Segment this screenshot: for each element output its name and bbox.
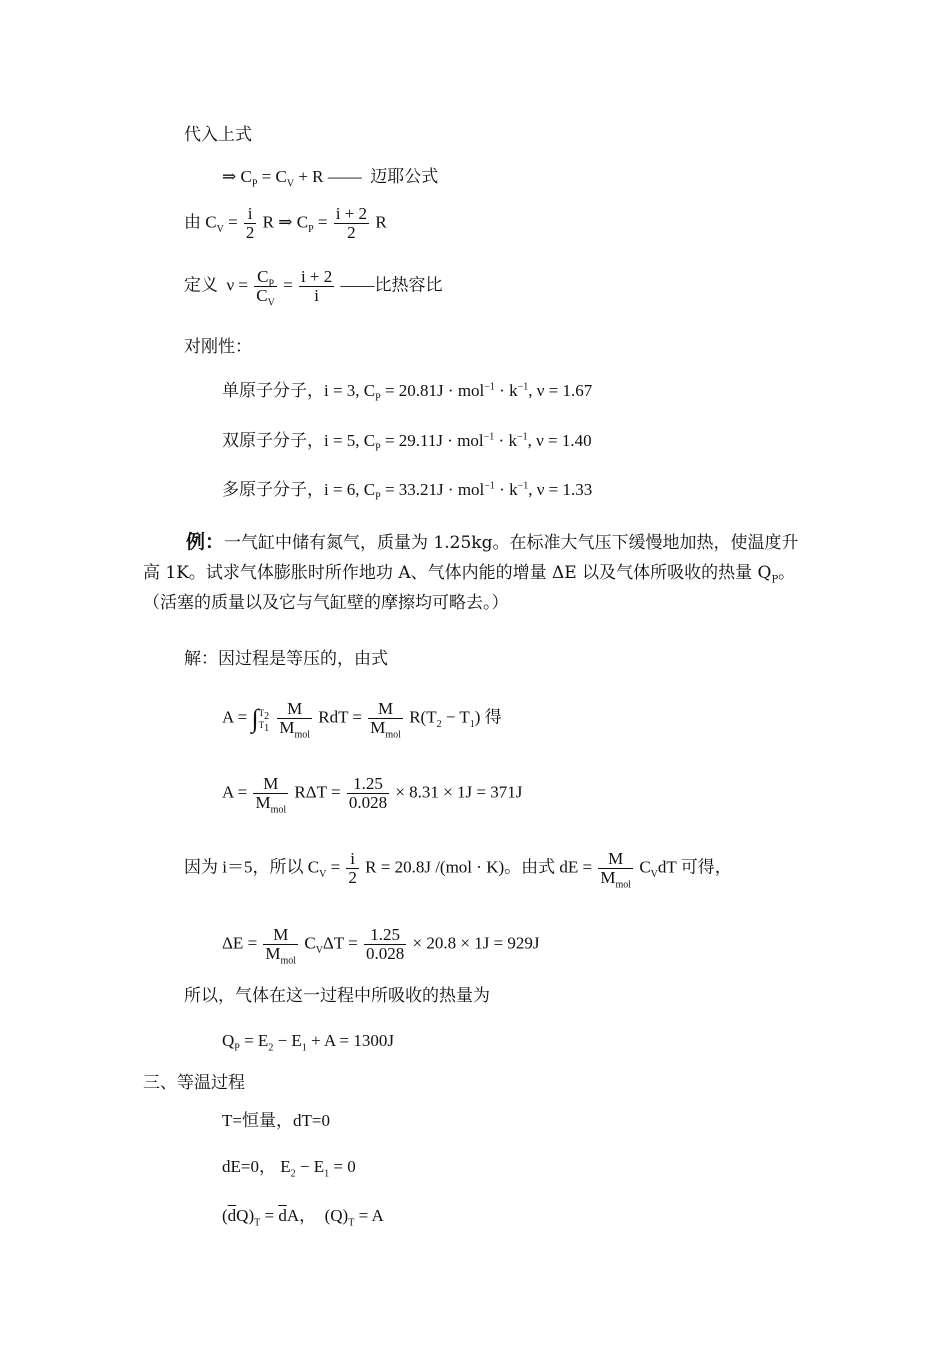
t-const: T=恒量，dT=0 (222, 1111, 330, 1130)
q-final: = A (354, 1206, 384, 1225)
example-text-a: 一气缸中储有氮气，质量为 1.25kg。在标准大气压下缓慢地加热，使温度升高 1K。试求气体膨胀时所作地功 A、气体内能的增量 ΔE 以及气体所吸收的热量 Q (143, 533, 799, 583)
solution-label: 解：因过程是等压的，由式 (184, 649, 388, 669)
de-eq: = 0 (329, 1157, 356, 1176)
intro-text: 代入上式 (184, 125, 252, 145)
mono-eq: i = 3, C (324, 381, 376, 400)
frac-i-over-2-b: $\frac{i}{2}$ (348, 849, 357, 887)
di-eq: i = 5, C (324, 431, 376, 450)
di-nu: , ν = 1.40 (527, 431, 592, 450)
frac-125-over-0028-b: $\frac{1.25}{0.028}$ (366, 925, 405, 963)
example-label: 例： (186, 531, 225, 553)
frac-m-over-mmol-3: $\frac{M}{M_{mol}}$ (255, 774, 287, 816)
rigid-label: 对刚性： (184, 337, 252, 357)
frac-i-plus-2-over-i: $\frac{i + 2}{i}$ (300, 267, 333, 305)
mayer-name: 迈耶公式 (370, 167, 439, 186)
mayer-formula: ⇒ $C_P = C_V + R$ —— 迈耶公式 (222, 167, 439, 190)
mono-label: 单原子分子， (222, 381, 324, 400)
work-integral: $A = \int T_2$ $T_1$ $\frac{M}{M_{mol}}$ RdT = $\frac{M}{M_{mol}}$ $R(T_2 - T_1)$ 得 (222, 699, 502, 741)
de-zero-line: dE=0， $E_2 - E_1 = 0$ (222, 1157, 356, 1180)
cv-cp-relation: 由 $C_V$ = $\frac{i}{2}$ R ⇒ $C_P$ = $\frac{i + 2}{2}$ R (184, 204, 387, 242)
work-result: A = $\frac{M}{M_{mol}}$ RΔT = $\frac{1.25}{0.028}$ × 8.31 × 1J = 371J (222, 774, 523, 816)
poly-nu: , ν = 1.33 (528, 480, 593, 499)
heat-capacity-ratio: 定义 ν = $\frac{C_P}{C_V}$ = $\frac{i + 2}{i}$ ——比热容比 (184, 267, 443, 309)
frac-i-over-2: $\frac{i}{2}$ (245, 204, 255, 242)
frac-m-over-mmol: $\frac{M}{M_{mol}}$ (279, 699, 310, 741)
de-label: 得 (484, 707, 502, 727)
monatomic-line: 单原子分子，i = 3, $C_P = 20.81J \cdot mol^{-1} \cdot k^{-1}$, ν = 1.67 (222, 381, 593, 404)
de-zero: dE=0， (222, 1157, 276, 1176)
heat-result: $Q_P = E_2 - E_1 + A = 1300J$ (222, 1031, 395, 1054)
suoyi-text: 所以，气体在这一过程中所吸收的热量为 (184, 986, 490, 1006)
di-val: = 29.11J · mol (380, 431, 484, 450)
kede-label: dT 可得， (657, 857, 732, 877)
frac-125-over-0028: $\frac{1.25}{0.028}$ (348, 774, 388, 812)
mono-val: = 20.81J · mol (380, 381, 485, 400)
frac-i-plus-2-over-2: $\frac{i + 2}{2}$ (335, 204, 368, 242)
energy-result: ΔE = $\frac{M}{M_{mol}}$ $C_V\Delta T$ = $\frac{1.25}{0.028}$ × 20.8 × 1J = 929J (222, 925, 540, 967)
ratio-name: ——比热容比 (340, 275, 443, 295)
cv-c: C (639, 857, 651, 877)
yinwei-label: 因为 i＝5，所以 (184, 857, 304, 877)
integral-limits: $T_2$ $T_1$ (258, 707, 270, 734)
diatomic-line: 双原子分子，i = 5, $C_P = 29.11J \cdot mol^{-1} \cdot k^{-1}$, ν = 1.40 (222, 431, 592, 454)
isothermal-q-line: $(\overline{d}Q)_T = \overline{d}A$， $(Q)_T = A$ (222, 1206, 384, 1229)
qp-eq: = E (239, 1031, 269, 1050)
poly-eq: i = 6, C (324, 480, 376, 499)
work-result-tail: × 8.31 × 1J = 371J (395, 782, 523, 802)
example-paragraph: 例：一气缸中储有氮气，质量为 1.25kg。在标准大气压下缓慢地加热，使温度升高 1K。试求气体膨胀时所作地功 A、气体内能的增量 ΔE 以及气体所吸收的热量 $Q_P$。（活塞的质量以及它与气缸壁的摩擦均可略去。） (143, 531, 799, 613)
di-label: 双原子分子， (222, 431, 324, 450)
qp-tail: + A = 1300J (306, 1031, 395, 1050)
cv-value: R = 20.8J /(mol · K) (365, 857, 505, 877)
integral-sign: ∫ (251, 703, 259, 733)
you-label: 由 (184, 212, 201, 232)
dingyi-label: 定义 (184, 275, 218, 295)
mono-nu: , ν = 1.67 (528, 381, 593, 400)
example-text-b: 。（活塞的质量以及它与气缸壁的摩擦均可略去。） (143, 563, 796, 613)
frac-m-over-mmol-4: $\frac{M}{M_{mol}}$ (600, 849, 632, 891)
section3-title: 三、等温过程 (143, 1073, 245, 1093)
energy-result-tail: × 20.8 × 1J = 929J (412, 933, 540, 953)
poly-val: = 33.21J · mol (380, 480, 485, 499)
cv-derivation: 因为 i＝5，所以 $C_V$ = $\frac{i}{2}$ R = 20.8J /(mol · K)。由式 dE = $\frac{M}{M_{mol}}$ $C_VdT$ 可得， (184, 849, 732, 891)
q-eq: A， (286, 1206, 317, 1225)
frac-cp-over-cv: $\frac{C_P}{C_V}$ (256, 267, 275, 309)
polyatomic-line: 多原子分子，i = 6, $C_P = 33.21J \cdot mol^{-1} \cdot k^{-1}$, ν = 1.33 (222, 480, 593, 503)
frac-m-over-mmol-2: $\frac{M}{M_{mol}}$ (370, 699, 401, 741)
frac-m-over-mmol-5: $\frac{M}{M_{mol}}$ (265, 925, 297, 967)
poly-label: 多原子分子， (222, 480, 324, 499)
youshi-label: 。由式 (504, 857, 556, 877)
